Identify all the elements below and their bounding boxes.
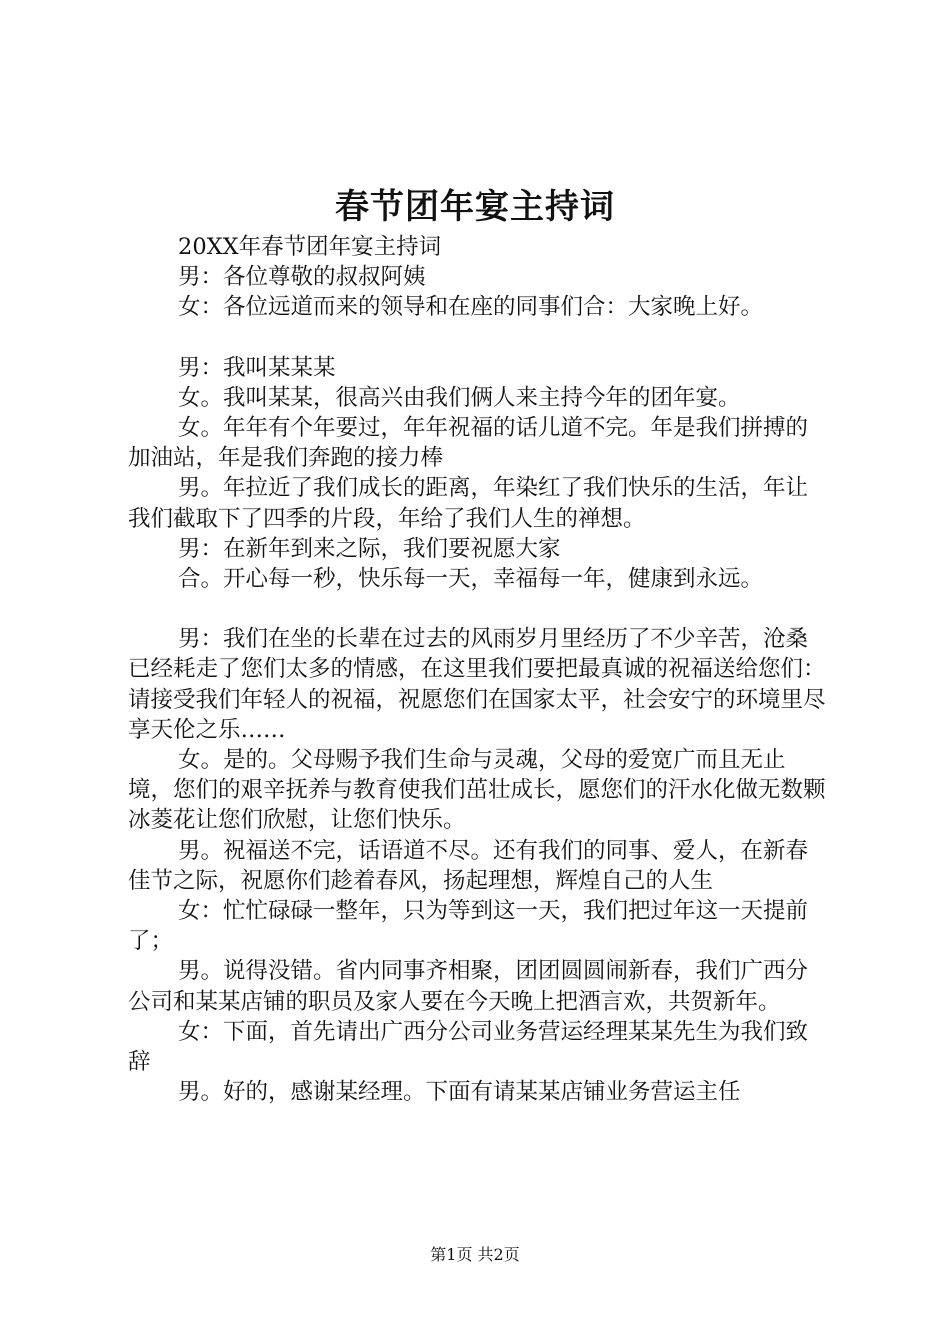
paragraph-spacer xyxy=(128,594,828,624)
paragraph: 男。年拉近了我们成长的距离，年染红了我们快乐的生活，年让我们截取下了四季的片段，年给了我们人生的禅想。 xyxy=(128,475,809,532)
page-number-footer: 第1页 共2页 xyxy=(430,1245,520,1264)
paragraph: 20XX年春节团年宴主持词 xyxy=(178,234,442,260)
paragraph: 男。说得没错。省内同事齐相聚，团团圆圆闹新春，我们广西分公司和某某店铺的职员及家人要在今天晚上把酒言欢，共贺新年。 xyxy=(128,958,809,1015)
paragraph: 女：忙忙碌碌一整年，只为等到这一天，我们把过年这一天提前了； xyxy=(128,898,809,955)
paragraph: 合。开心每一秒，快乐每一天，幸福每一年，健康到永远。 xyxy=(178,566,764,593)
paragraph: 女。是的。父母赐予我们生命与灵魂，父母的爱宽广而且无止境，您们的艰辛抚养与教育使我们茁壮成长，愿您们的汗水化做无数颗冰菱花让您们欣慰，让您们快乐。 xyxy=(128,747,826,834)
paragraph: 女：各位远道而来的领导和在座的同事们合：大家晚上好。 xyxy=(178,294,764,321)
document-body xyxy=(128,232,828,1107)
paragraph: 男。祝福送不完，话语道不尽。还有我们的同事、爱人，在新春佳节之际，祝愿你们趁着春风，扬起理想，辉煌自己的人生 xyxy=(128,837,809,894)
paragraph: 女。我叫某某，很高兴由我们俩人来主持今年的团年宴。 xyxy=(178,384,741,411)
paragraph: 女：下面，首先请出广西分公司业务营运经理某某先生为我们致辞 xyxy=(128,1018,809,1076)
paragraph: 男：我们在坐的长辈在过去的风雨岁月里经历了不少辛苦，沧桑已经耗走了您们太多的情感，在这里我们要把最真诚的祝福送给您们：请接受我们年轻人的祝福，祝愿您们在国家太平，社会安宁的环境里尽享天伦之乐…… xyxy=(128,626,826,743)
paragraph: 女。年年有个年要过，年年祝福的话儿道不完。年是我们拼搏的加油站，年是我们奔跑的接力棒 xyxy=(128,415,809,472)
paragraph: 男。好的，感谢某经理。下面有请某某店铺业务营运主任 xyxy=(178,1079,741,1106)
paragraph: 男：各位尊敬的叔叔阿姨 xyxy=(178,264,426,291)
paragraph: 男：我叫某某某 xyxy=(178,354,336,381)
paragraph: 男：在新年到来之际，我们要祝愿大家 xyxy=(178,535,561,562)
document-title: 春节团年宴主持词 xyxy=(335,187,615,227)
paragraph-spacer xyxy=(128,323,828,353)
